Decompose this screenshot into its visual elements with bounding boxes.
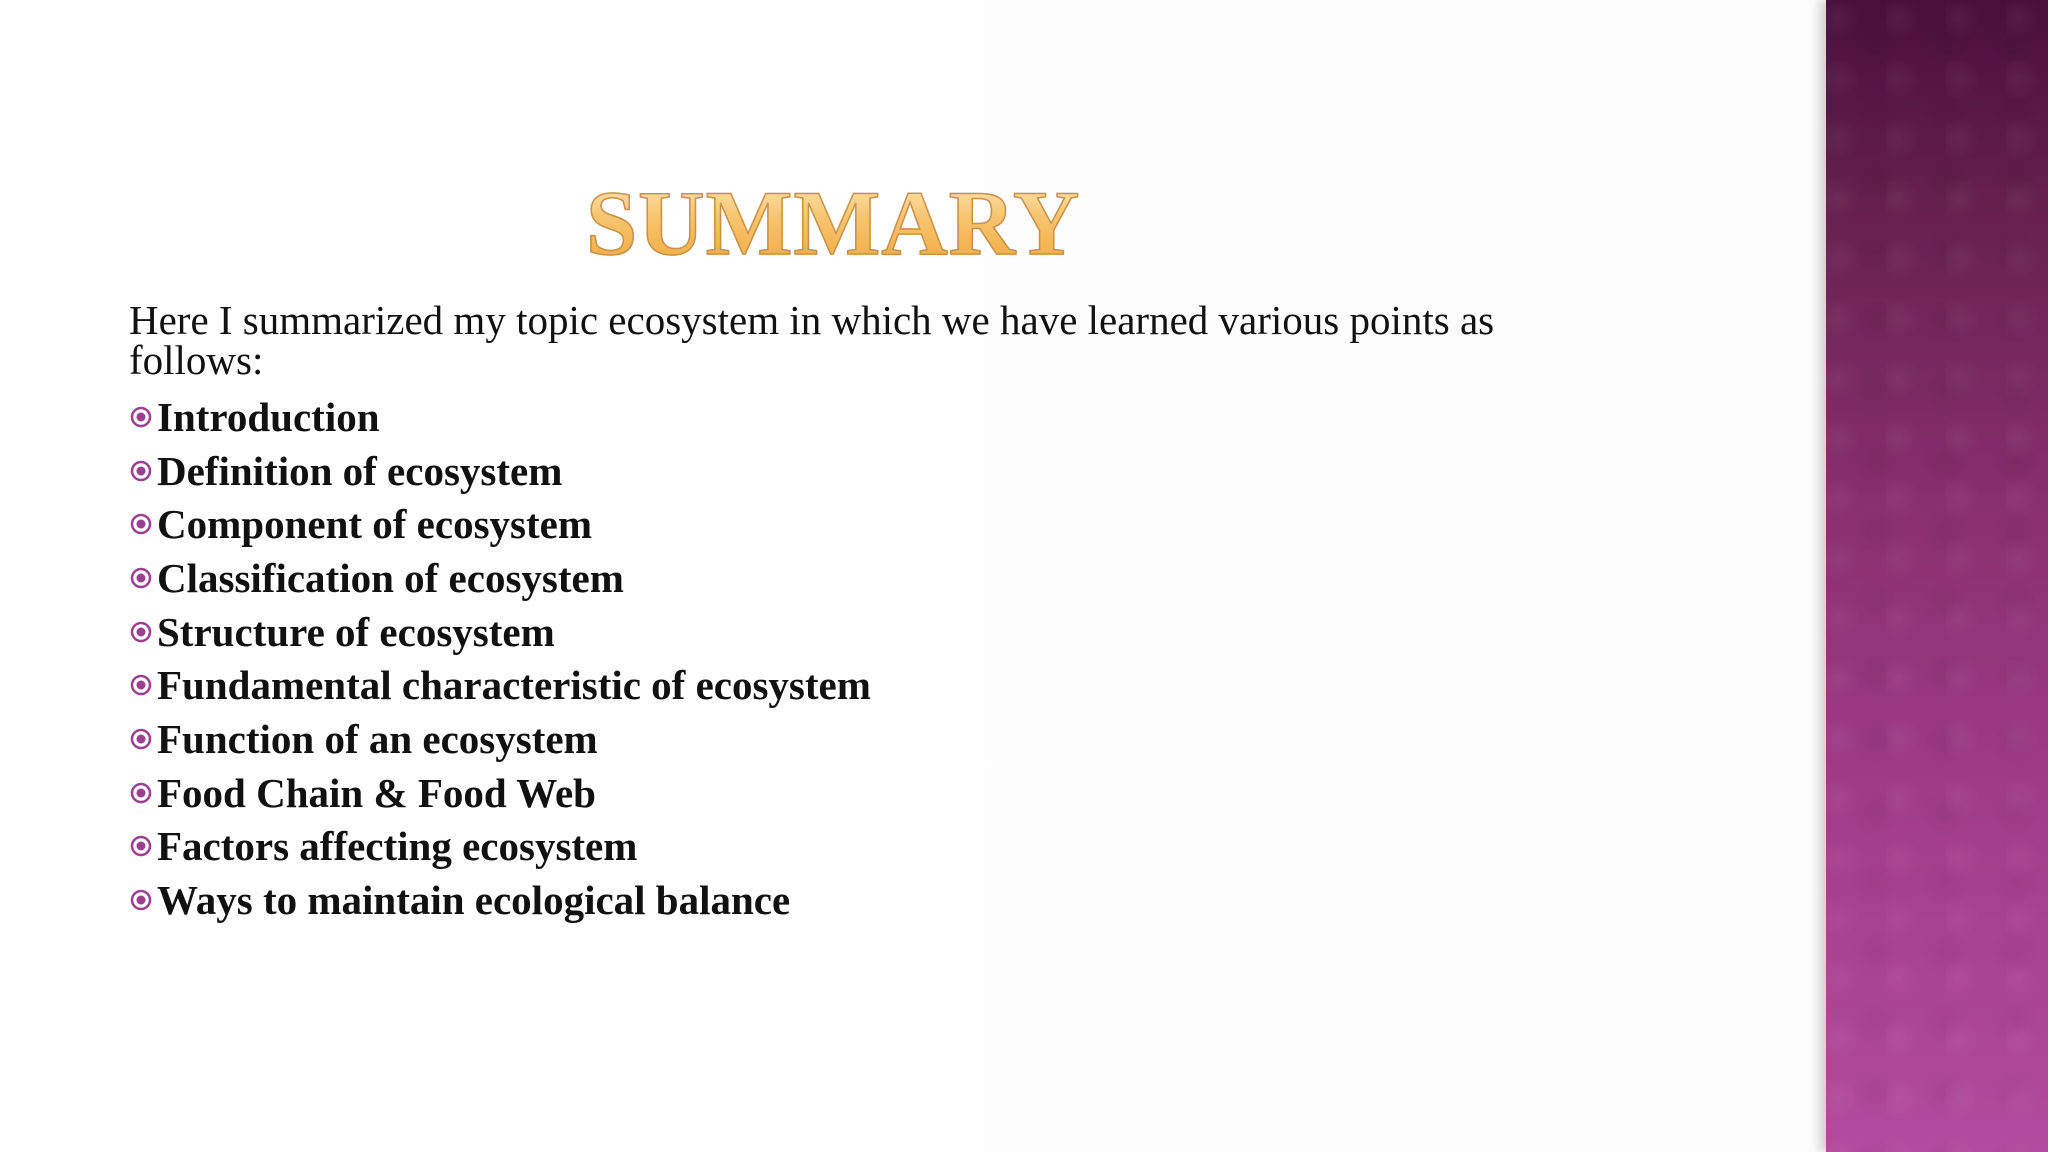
list-item-label: Classification of ecosystem [157,554,624,601]
circled-dot-bullet-icon [129,459,153,483]
summary-list [129,390,871,927]
list-item-label: Function of an ecosystem [157,715,598,762]
circled-dot-bullet-icon [129,673,153,697]
decorative-side-panel [1826,0,2048,1152]
list-item-label: Factors affecting ecosystem [157,823,638,870]
list-item [129,551,871,605]
list-item [129,444,871,498]
circled-dot-bullet-icon [129,405,153,429]
list-item [129,497,871,551]
circled-dot-bullet-icon [129,888,153,912]
circled-dot-bullet-icon [129,620,153,644]
list-item [129,873,871,927]
circled-dot-bullet-icon [129,834,153,858]
list-item [129,658,871,712]
list-item [129,712,871,766]
list-item-label: Introduction [157,393,380,440]
list-item-label: Definition of ecosystem [157,447,563,494]
list-item [129,390,871,444]
list-item-label: Structure of ecosystem [157,608,555,655]
circled-dot-bullet-icon [129,512,153,536]
list-item [129,605,871,659]
side-panel-texture [1826,0,2048,1152]
list-item-label: Ways to maintain ecological balance [157,877,791,924]
list-item [129,766,871,820]
circled-dot-bullet-icon [129,781,153,805]
list-item-label: Food Chain & Food Web [157,769,596,816]
intro-paragraph: Here I summarized my topic ecosystem in which we have learned various points as follows: [129,297,1495,383]
slide-title: SUMMARY [586,168,1086,278]
circled-dot-bullet-icon [129,566,153,590]
list-item [129,820,871,874]
circled-dot-bullet-icon [129,727,153,751]
list-item-label: Fundamental characteristic of ecosystem [157,662,871,709]
list-item-label: Component of ecosystem [157,501,592,548]
